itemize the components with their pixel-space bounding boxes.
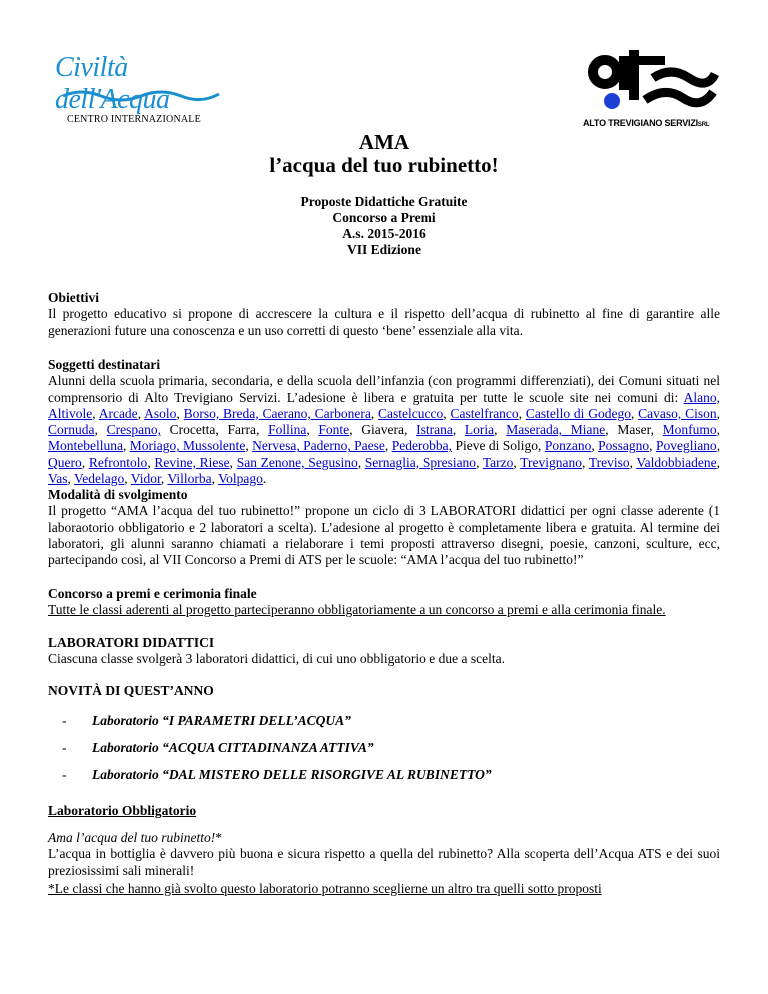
soggetti-heading: Soggetti destinatari — [48, 357, 161, 372]
comune-separator: , — [147, 454, 155, 470]
comune-separator: , — [443, 405, 451, 421]
comune-link[interactable]: Possagno — [598, 438, 650, 454]
novita-item-label: Laboratorio “I PARAMETRI DELL’ACQUA” — [92, 713, 351, 728]
page-subtitle: l’acqua del tuo rubinetto! — [269, 153, 499, 177]
comune-separator: , — [629, 454, 637, 470]
comune-link[interactable]: Asolo — [144, 405, 177, 421]
obbligatorio-star: * — [215, 830, 222, 845]
comune-link[interactable]: Vidor — [130, 471, 161, 487]
comune-separator: , — [124, 471, 131, 487]
comune-separator: , — [494, 422, 507, 438]
section-laboratori — [48, 635, 720, 668]
comune-link[interactable]: Sernaglia, Spresiano — [364, 454, 477, 470]
comune-link[interactable]: Castello di Godego — [525, 405, 631, 421]
modalita-text: Il progetto “AMA l’acqua del tuo rubinetto!” propone un ciclo di 3 LABORATORI didattici per ogni classe aderente (1 laboraotorio obbligatorio e 2 laboratori a scelta). L’adesione al progetto è completamente libera e gratuita. Al termine dei laboratori, gli alunni saranno chiamati a rielaborare i temi proposti attraverso disegni, poesie, canzoni, sculture, ecc, partecipando così, al VII Concorso a Premi di ATS per le scuole: “AMA l’acqua del tuo rubinetto!” — [48, 503, 720, 568]
comune-link[interactable]: Cavaso, Cison — [638, 405, 717, 421]
comune-link[interactable]: Crespano, — [106, 422, 161, 438]
obbligatorio-text: L’acqua in bottiglia è davvero più buona e sicura rispetto a quella del rubinetto? Alla scoperta dell’Acqua ATS e dei suoi preziosissimi sali minerali! — [48, 846, 720, 878]
comune-separator: , — [716, 405, 720, 421]
comune-separator: , — [716, 454, 720, 470]
comune-link[interactable]: Villorba — [167, 471, 212, 487]
section-concorso — [48, 586, 720, 619]
comune-separator: , — [67, 471, 75, 487]
comune-separator: , — [716, 422, 721, 438]
civilta-acqua-logo — [55, 52, 225, 126]
comune-link[interactable]: Vedelago — [74, 471, 125, 487]
novita-item-label: Laboratorio “DAL MISTERO DELLE RISORGIVE AL RUBINETTO” — [92, 767, 492, 782]
wave-icon — [61, 88, 221, 104]
comune-separator: , Maser, — [605, 422, 663, 438]
comune-link[interactable]: Alano, — [683, 389, 720, 405]
comune-link[interactable]: Borso, Breda, Caerano, Carbonera — [183, 405, 371, 421]
comune-separator: , — [306, 422, 319, 438]
obiettivi-text: Il progetto educativo si propone di accrescere la cultura e il rispetto dell’acqua di rubinetto al fine di garantire alle generazioni future una conoscenza e un uso corretti di questo ‘bene’ essenziale alla vita. — [48, 306, 720, 338]
comune-separator: , — [92, 405, 99, 421]
comune-link[interactable]: Treviso — [588, 454, 630, 470]
comune-link[interactable]: Altivole — [48, 405, 93, 421]
obiettivi-heading: Obiettivi — [48, 290, 99, 305]
comune-separator: , — [476, 454, 483, 470]
comune-link[interactable]: Valdobbiadene — [636, 454, 717, 470]
comune-link[interactable]: Vas — [48, 471, 68, 487]
section-modalita — [48, 487, 720, 568]
section-soggetti — [48, 357, 720, 487]
ats-mark-icon — [583, 48, 721, 116]
comune-link[interactable]: Ponzano — [544, 438, 592, 454]
comune-separator: , — [384, 438, 392, 454]
comune-separator: , — [591, 438, 599, 454]
comune-separator: , — [630, 405, 639, 421]
section-obiettivi — [48, 290, 720, 339]
comune-link[interactable]: Arcade — [98, 405, 138, 421]
novita-item-label: Laboratorio “ACQUA CITTADINANZA ATTIVA” — [92, 740, 374, 755]
comune-separator: , — [716, 438, 721, 454]
subtitle-line-3: A.s. 2015-2016 — [342, 226, 426, 241]
comune-separator: , — [513, 454, 521, 470]
obbligatorio-note: *Le classi che hanno già svolto questo laboratorio potranno sceglierne un altro tra quelli sotto proposti — [48, 881, 602, 896]
subtitle-line-4: VII Edizione — [347, 242, 421, 257]
comune-link[interactable]: Moriago, Mussolente — [129, 438, 246, 454]
comune-separator: , — [176, 405, 184, 421]
soggetti-intro: Alunni della scuola primaria, secondaria, e della scuola dell’infanzia (con programmi differenziati), dei Comuni situati nel comprensorio di Alto Trevigiano Servizi. L’adesione è libera e gratuita per tutte le scuole site nei comuni di: — [48, 373, 720, 405]
laboratori-text: Ciascuna classe svolgerà 3 laboratori didattici, di cui uno obbligatorio e due a scelta. — [48, 651, 505, 667]
comune-link[interactable]: San Zenone, Segusino — [236, 454, 358, 470]
comune-separator: , — [94, 422, 107, 438]
comune-link[interactable]: Istrana — [416, 422, 453, 438]
concorso-heading: Concorso a premi e cerimonia finale — [48, 586, 257, 601]
comune-separator: Pieve di Soligo, — [452, 438, 545, 454]
comune-link[interactable]: Refrontolo — [88, 454, 148, 470]
comune-separator: , — [211, 471, 219, 487]
comune-separator: , — [122, 438, 130, 454]
comune-link[interactable]: Loria — [464, 422, 495, 438]
comune-link[interactable]: Povegliano — [655, 438, 717, 454]
concorso-text: Tutte le classi aderenti al progetto parteciperanno obbligatoriamente a un concorso a premi e alla cerimonia finale. — [48, 602, 666, 618]
comune-link[interactable]: Trevignano — [520, 454, 582, 470]
comune-link[interactable]: Volpago — [218, 471, 263, 487]
comune-separator: , — [370, 405, 379, 421]
section-obbligatorio — [48, 830, 720, 879]
comune-separator: , — [582, 454, 589, 470]
comune-link[interactable]: Maserada, Miane — [506, 422, 606, 438]
ats-logo — [583, 48, 721, 136]
comune-separator: , — [357, 454, 365, 470]
comune-separator: , — [518, 405, 526, 421]
logo-left-name: Civiltà dell'Acqua — [55, 52, 170, 115]
comune-separator: , — [649, 438, 656, 454]
comune-link[interactable]: Fonte — [318, 422, 350, 438]
obbligatorio-title: Ama l’acqua del tuo rubinetto! — [48, 830, 216, 845]
page-title: AMA — [358, 130, 410, 154]
subtitle-line-1: Proposte Didattiche Gratuite — [300, 194, 468, 209]
comune-link[interactable]: Nervesa, Paderno, Paese — [252, 438, 385, 454]
comune-separator: , Giavera, — [349, 422, 417, 438]
comune-separator: , — [160, 471, 168, 487]
comune-link[interactable]: Revine, Riese — [154, 454, 230, 470]
comune-link[interactable]: Follina — [268, 422, 307, 438]
logo-left-subtitle: CENTRO INTERNAZIONALE — [67, 114, 201, 125]
comune-link[interactable]: Montebelluna — [48, 438, 123, 454]
logo-right-suffix: SRL — [697, 122, 710, 128]
logo-right-name: ALTO TREVIGIANO SERVIZI — [583, 118, 698, 128]
comune-link[interactable]: Castelfranco — [450, 405, 519, 421]
comune-link[interactable]: Monfumo — [662, 422, 717, 438]
novita-heading: NOVITÀ DI QUEST’ANNO — [48, 683, 214, 698]
comune-separator: , — [137, 405, 145, 421]
laboratori-heading: LABORATORI DIDATTICI — [48, 635, 215, 650]
comune-link[interactable]: Quero — [48, 454, 82, 470]
comune-link[interactable]: Cornuda — [48, 422, 95, 438]
comune-separator: , — [452, 422, 465, 438]
comune-separator: Crocetta, Farra, — [160, 422, 269, 438]
modalita-heading: Modalità di svolgimento — [48, 487, 188, 502]
comune-separator: , — [229, 454, 237, 470]
comune-separator: , — [81, 454, 89, 470]
comune-link[interactable]: Tarzo — [482, 454, 514, 470]
comune-separator: , — [245, 438, 253, 454]
obbligatorio-heading: Laboratorio Obbligatorio — [48, 803, 197, 818]
soggetti-text — [48, 373, 720, 487]
subtitle-line-2: Concorso a Premi — [332, 210, 436, 225]
comune-link[interactable]: Pederobba, — [391, 438, 453, 454]
comune-separator: . — [262, 471, 267, 487]
comune-link[interactable]: Castelcucco — [378, 405, 444, 421]
